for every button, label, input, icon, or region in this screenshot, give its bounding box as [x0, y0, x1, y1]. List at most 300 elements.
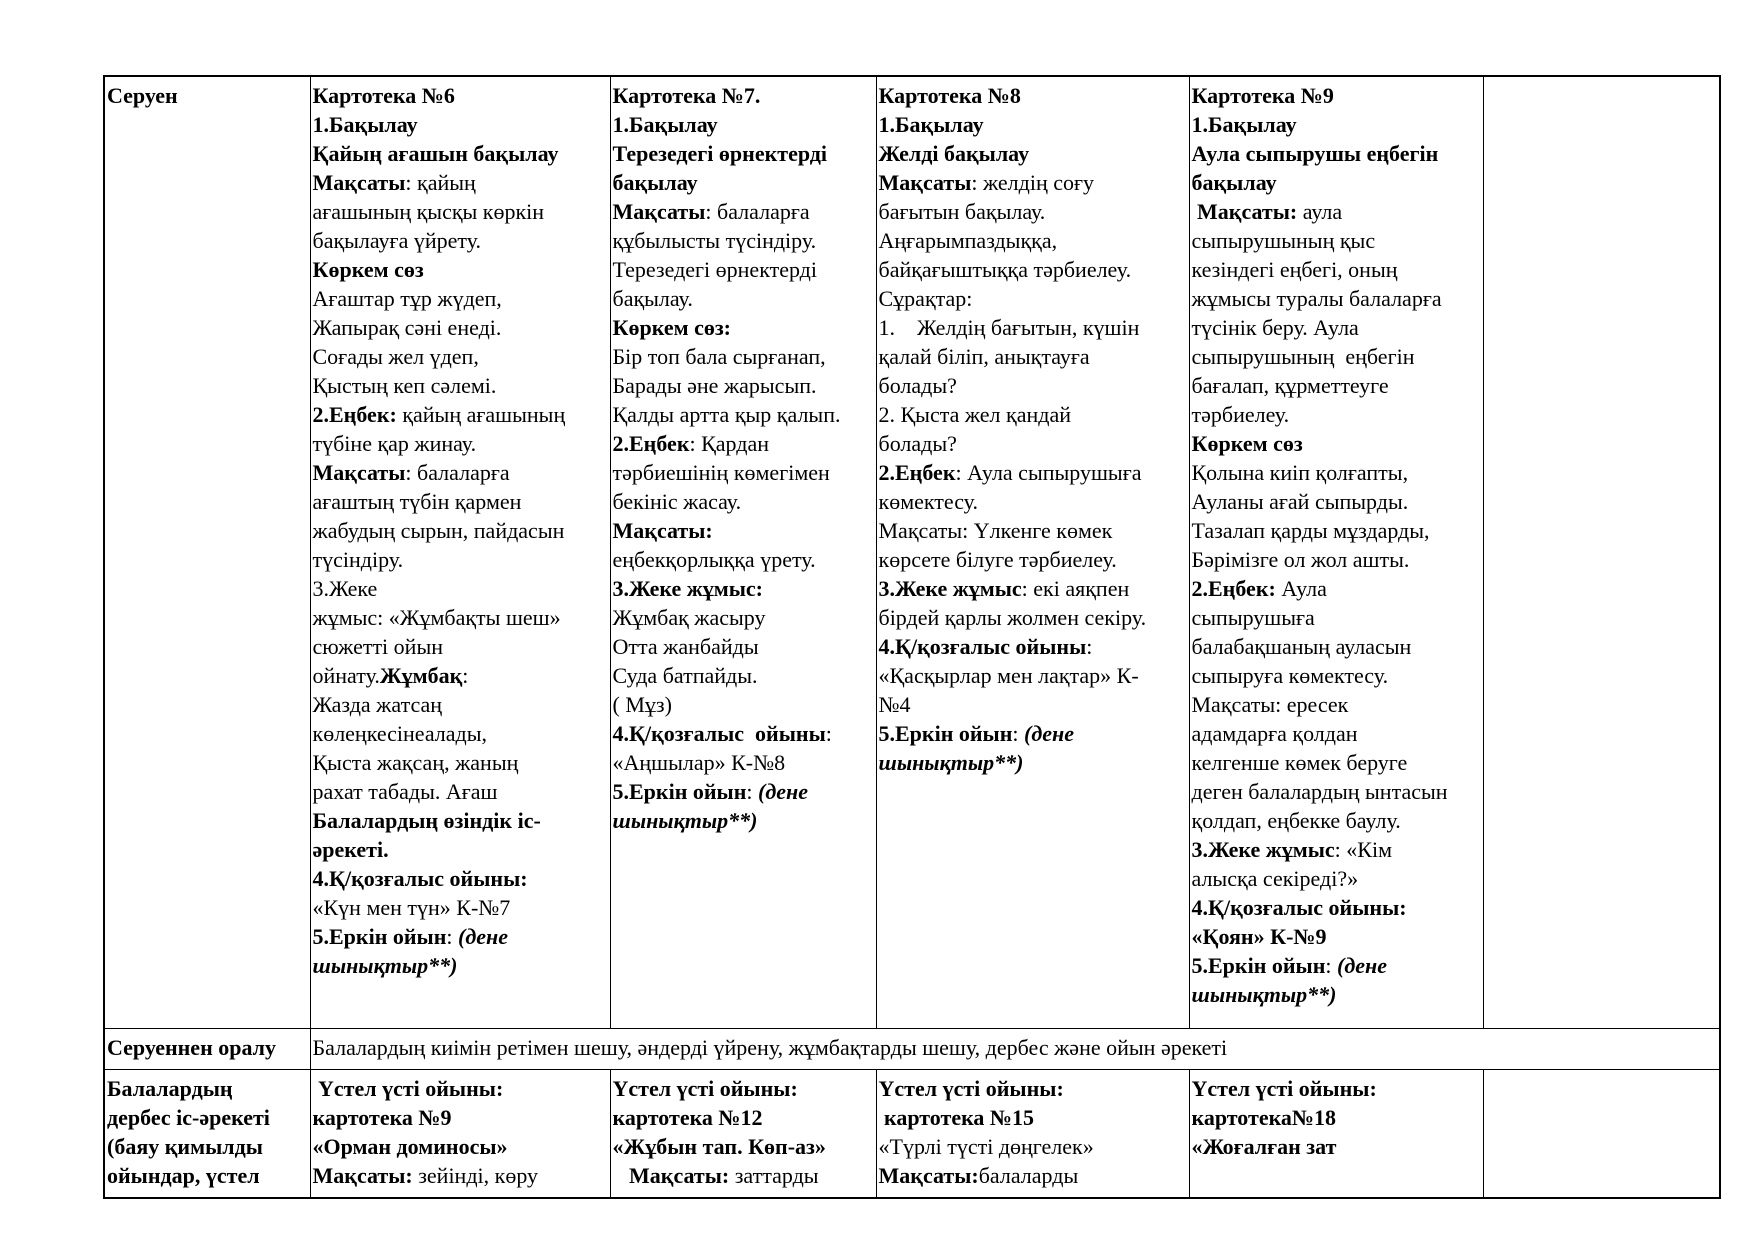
text-run: 2.Еңбек	[612, 431, 690, 456]
text-run: «Орман доминосы»	[312, 1133, 508, 1159]
text-run: 3.Жеке жұмыс:	[612, 576, 763, 601]
text-run: сыпыруға көмектесу.	[1191, 663, 1389, 688]
text-run: Көркем сөз	[312, 257, 424, 282]
label-line: ойындар, үстел	[107, 1162, 260, 1188]
text-run: Аула сыпырушы еңбегін	[1191, 141, 1439, 166]
text-run: Терезедегі өрнектерді	[612, 141, 828, 166]
text-line	[313, 400, 608, 429]
text-line	[313, 632, 608, 661]
text-line	[313, 1103, 608, 1132]
text-line	[313, 110, 608, 139]
text-run: келгенше көмек беруге	[1191, 750, 1408, 775]
text-line	[879, 197, 1187, 226]
text-line	[613, 255, 874, 284]
text-run: заттарды	[729, 1162, 819, 1188]
text-run: (дене	[1337, 953, 1388, 978]
text-run: болады?	[878, 373, 957, 398]
independent-card-1	[310, 1069, 610, 1199]
text-run: көрсете білуге тәрбиелеу.	[878, 547, 1117, 572]
text-line	[879, 1161, 1187, 1190]
text-line	[313, 255, 608, 284]
text-line	[1192, 1074, 1481, 1103]
text-run: түбіне қар жинау.	[312, 431, 477, 456]
text-run: (дене	[458, 924, 509, 949]
text-line	[879, 1132, 1187, 1161]
text-line	[1192, 1132, 1481, 1161]
text-run: бақылауға үйрету.	[312, 228, 482, 253]
independent-row	[105, 1069, 1721, 1199]
text-run: «Жұбын тап. Көп-аз»	[612, 1133, 826, 1159]
text-line	[613, 284, 874, 313]
text-line	[613, 806, 874, 835]
text-line	[1192, 168, 1481, 197]
text-run: : Қардан	[689, 431, 769, 456]
text-run: бақылау	[1191, 170, 1277, 195]
walk-label: Серуен	[105, 77, 310, 1028]
text-run: көмектесу.	[878, 489, 978, 514]
text-run: тәрбиелеу.	[1191, 402, 1290, 427]
text-run: «Аңшылар» К-№8	[612, 750, 786, 775]
text-line	[879, 661, 1187, 690]
text-line	[313, 777, 608, 806]
text-run: Мақсаты	[312, 460, 406, 485]
text-line	[879, 719, 1187, 748]
text-line	[1192, 1103, 1481, 1132]
text-line	[613, 719, 874, 748]
text-run: бағытын бақылау.	[878, 199, 1046, 224]
text-run: ойнату.	[312, 663, 380, 688]
label-line: дербес іс-әрекеті	[107, 1104, 270, 1130]
text-run: картотека №15	[878, 1104, 1035, 1130]
text-line	[1192, 632, 1481, 661]
text-run: «Қоян» К-№9	[1191, 924, 1327, 949]
text-line	[1192, 893, 1481, 922]
text-line	[879, 139, 1187, 168]
text-run: ағаштың түбін қармен	[312, 489, 522, 514]
text-line	[613, 371, 874, 400]
text-line	[313, 429, 608, 458]
text-run: Картотека №6	[312, 83, 455, 108]
independent-empty-cell	[1483, 1069, 1721, 1199]
text-line	[613, 777, 874, 806]
text-run: : балаларға	[705, 199, 810, 224]
walk-empty-cell	[1483, 77, 1721, 1028]
independent-card-2	[610, 1069, 876, 1199]
walk-card-3	[876, 77, 1189, 1028]
text-line	[879, 110, 1187, 139]
walk-card-1	[310, 77, 610, 1028]
text-run: шынықтыр**)	[878, 750, 1024, 775]
text-run: :	[1325, 953, 1338, 978]
text-run: жұмысы туралы балаларға	[1191, 286, 1442, 311]
text-run: 5.Еркін ойын	[1191, 953, 1326, 978]
text-line	[613, 1103, 874, 1132]
text-run: (дене	[1024, 721, 1075, 746]
text-run: түсінік беру. Аула	[1191, 315, 1359, 340]
text-run: Көркем сөз	[1191, 431, 1303, 456]
text-line	[1192, 690, 1481, 719]
text-line	[313, 139, 608, 168]
text-run: «Түрлі түсті дөңгелек»	[878, 1133, 1094, 1159]
text-line	[879, 313, 1187, 342]
text-line	[613, 632, 874, 661]
text-run: қалай біліп, анықтауға	[878, 344, 1090, 369]
text-line	[313, 371, 608, 400]
text-run: зейінді, көру	[412, 1162, 539, 1188]
text-line	[313, 487, 608, 516]
text-run: картотека №12	[612, 1104, 763, 1130]
text-line	[1192, 951, 1481, 980]
text-run: : қайың	[405, 170, 476, 195]
text-run: Жұмбақ жасыру	[612, 605, 766, 630]
text-line	[879, 603, 1187, 632]
text-line	[1192, 719, 1481, 748]
text-line	[879, 168, 1187, 197]
text-line	[879, 429, 1187, 458]
text-line	[313, 458, 608, 487]
text-run: 4.Қ/қозғалыс ойыны	[878, 634, 1087, 659]
text-run: «Күн мен түн» К-№7	[312, 895, 511, 920]
text-line	[613, 748, 874, 777]
text-line	[313, 748, 608, 777]
text-run: Жұмбақ	[379, 663, 463, 688]
text-run: сыпырушының еңбегін	[1191, 344, 1415, 369]
text-line	[1192, 284, 1481, 313]
text-line	[313, 574, 608, 603]
text-line	[1192, 400, 1481, 429]
text-run: Аңғарымпаздыққа,	[878, 228, 1058, 253]
text-line	[613, 458, 874, 487]
text-line	[1192, 313, 1481, 342]
text-line	[613, 690, 874, 719]
text-line	[879, 81, 1187, 110]
text-run: жұмыс: «Жұмбақты шеш»	[312, 605, 561, 630]
text-run: : екі аяқпен	[1021, 576, 1130, 601]
text-line	[1192, 371, 1481, 400]
text-line	[879, 255, 1187, 284]
text-run: байқағыштыққа тәрбиелеу.	[878, 257, 1132, 282]
text-run: :	[1086, 634, 1093, 659]
text-run: алысқа секіреді?»	[1191, 866, 1359, 891]
text-run: балаларды	[978, 1162, 1079, 1188]
text-line	[1192, 342, 1481, 371]
text-run: 5.Еркін ойын	[878, 721, 1013, 746]
text-line	[313, 893, 608, 922]
return-label: Серуеннен оралу	[105, 1028, 310, 1069]
text-line	[1192, 574, 1481, 603]
text-run: картотека №9	[312, 1104, 452, 1130]
text-line	[613, 1161, 874, 1190]
text-line	[1192, 255, 1481, 284]
text-run: Қайың ағашын бақылау	[312, 141, 559, 166]
text-run: Үстел үсті ойыны:	[1191, 1075, 1377, 1101]
text-line	[1192, 81, 1481, 110]
text-run: 3.Жеке жұмыс	[1191, 837, 1335, 862]
text-line	[313, 806, 608, 835]
text-run: шынықтыр**)	[312, 953, 458, 978]
text-run: Соғады жел үдеп,	[312, 344, 479, 369]
text-line	[613, 81, 874, 110]
text-line	[613, 139, 874, 168]
text-run: 4.Қ/қозғалыс ойыны:	[1191, 895, 1407, 920]
text-run: Ауланы ағай сыпырды.	[1191, 489, 1409, 514]
label-line: Балалардың	[107, 1075, 233, 1101]
text-run: еңбекқорлыққа үрету.	[612, 547, 816, 572]
text-line	[879, 690, 1187, 719]
text-line	[1192, 864, 1481, 893]
text-line	[1192, 516, 1481, 545]
text-run: Мақсаты:	[878, 1162, 979, 1188]
text-run: Картотека №8	[878, 83, 1021, 108]
text-run: :	[1012, 721, 1025, 746]
text-line	[1192, 661, 1481, 690]
text-run: Ағаштар тұр жүдеп,	[312, 286, 502, 311]
text-run: 1.Бақылау	[878, 112, 984, 137]
text-line	[879, 545, 1187, 574]
independent-card-3	[876, 1069, 1189, 1199]
text-line	[613, 429, 874, 458]
text-run: 2.Еңбек:	[1191, 576, 1276, 601]
text-run: картотека№18	[1191, 1104, 1337, 1130]
text-line	[879, 342, 1187, 371]
text-line	[313, 342, 608, 371]
text-line	[313, 313, 608, 342]
text-run: Мақсаты: ересек	[1191, 692, 1349, 717]
text-run: рахат табады. Ағаш	[312, 779, 498, 804]
text-line	[879, 226, 1187, 255]
text-run: Қалды артта қыр қалып.	[612, 402, 841, 427]
text-run: деген балалардың ынтасын	[1191, 779, 1448, 804]
text-run: : Аула сыпырушыға	[955, 460, 1142, 485]
text-line	[613, 545, 874, 574]
text-run: бірдей қарлы жолмен секіру.	[878, 605, 1147, 630]
text-run: 3.Жеке	[312, 576, 378, 601]
text-run: Мақсаты:	[312, 1162, 413, 1188]
text-line	[613, 226, 874, 255]
text-line	[1192, 603, 1481, 632]
text-line	[1192, 487, 1481, 516]
text-line	[879, 516, 1187, 545]
text-line	[879, 574, 1187, 603]
text-run: 2.Еңбек	[878, 460, 956, 485]
text-line	[313, 545, 608, 574]
text-run: тәрбиешінің көмегімен	[612, 460, 830, 485]
text-line	[613, 313, 874, 342]
text-run: 2.Еңбек:	[312, 402, 397, 427]
text-line	[1192, 458, 1481, 487]
text-run: Мақсаты	[312, 170, 406, 195]
walk-card-2	[610, 77, 876, 1028]
text-run: Барады әне жарысып.	[612, 373, 817, 398]
text-line	[1192, 777, 1481, 806]
text-run: Мақсаты: Үлкенге көмек	[878, 518, 1113, 543]
text-run: Картотека №9	[1191, 83, 1334, 108]
text-run: 1.Бақылау	[1191, 112, 1297, 137]
text-line	[313, 197, 608, 226]
walk-row	[105, 77, 1721, 1028]
text-line	[1192, 545, 1481, 574]
text-run: 3.Жеке жұмыс	[878, 576, 1022, 601]
text-run: 5.Еркін ойын	[312, 924, 447, 949]
text-line	[879, 1103, 1187, 1132]
text-run: Мақсаты:	[612, 518, 713, 543]
text-line	[313, 864, 608, 893]
text-line	[313, 1161, 608, 1190]
text-line	[613, 1074, 874, 1103]
text-run: Бір топ бала сырғанап,	[612, 344, 826, 369]
text-run: ( Мұз)	[612, 692, 672, 717]
text-run: Үстел үсті ойыны:	[312, 1075, 504, 1101]
text-line	[879, 371, 1187, 400]
text-line	[313, 226, 608, 255]
text-run: қайың ағашының	[396, 402, 566, 427]
text-run: кезіндегі еңбегі, оның	[1191, 257, 1398, 282]
text-run: : «Кім	[1334, 837, 1392, 862]
text-line	[313, 284, 608, 313]
independent-card-4	[1189, 1069, 1483, 1199]
text-run: 1. Желдің бағытын, күшін	[878, 315, 1140, 340]
text-run: :	[825, 721, 832, 746]
text-run: Жапырақ сәні енеді.	[312, 315, 502, 340]
plan-table	[105, 77, 1721, 1199]
text-line	[879, 458, 1187, 487]
text-run: бағалап, құрметтеуге	[1191, 373, 1389, 398]
text-line	[313, 1132, 608, 1161]
text-run: әрекеті.	[312, 837, 389, 862]
text-run: сыпырушының қыс	[1191, 228, 1376, 253]
text-run: Үстел үсті ойыны:	[878, 1075, 1064, 1101]
return-text: Балалардың киімін ретімен шешу, әндерді үйрену, жұмбақтарды шешу, дербес және ойын әрекеті	[310, 1028, 1721, 1069]
text-line	[313, 835, 608, 864]
text-run: Сұрақтар:	[878, 286, 973, 311]
text-run: Аула	[1275, 576, 1327, 601]
text-run: болады?	[878, 431, 957, 456]
text-line	[879, 487, 1187, 516]
text-run: жабудың сырын, пайдасын	[312, 518, 565, 543]
text-line	[313, 690, 608, 719]
text-line	[1192, 922, 1481, 951]
text-run: Картотека №7.	[612, 83, 761, 108]
text-run: Жазда жатсаң	[312, 692, 443, 717]
text-line	[313, 1074, 608, 1103]
independent-label	[105, 1069, 310, 1199]
text-run: Мақсаты:	[1191, 199, 1298, 224]
text-run: Мақсаты	[612, 199, 706, 224]
text-line	[613, 400, 874, 429]
text-run: аула	[1297, 199, 1343, 224]
text-line	[1192, 806, 1481, 835]
text-line	[313, 661, 608, 690]
text-line	[879, 284, 1187, 313]
text-line	[1192, 429, 1481, 458]
text-line	[313, 603, 608, 632]
text-run: Терезедегі өрнектерді	[612, 257, 817, 282]
text-run: Суда батпайды.	[612, 663, 758, 688]
text-line	[613, 603, 874, 632]
return-row	[105, 1028, 1721, 1069]
text-run: қолдап, еңбекке баулу.	[1191, 808, 1401, 833]
text-run: Қыстың кеп сәлемі.	[312, 373, 497, 398]
text-run: «Қасқырлар мен лақтар» К-	[878, 663, 1139, 688]
text-line	[313, 951, 608, 980]
text-run: адамдарға қолдан	[1191, 721, 1358, 746]
text-line	[879, 748, 1187, 777]
text-line	[613, 574, 874, 603]
text-run: :	[446, 924, 459, 949]
text-line	[313, 719, 608, 748]
text-line	[613, 487, 874, 516]
text-run: : желдің соғу	[971, 170, 1095, 195]
text-run: бақылау	[612, 170, 698, 195]
text-run: 1.Бақылау	[312, 112, 418, 137]
text-run: шынықтыр**)	[612, 808, 758, 833]
text-line	[613, 516, 874, 545]
text-run: ағашының қысқы көркін	[312, 199, 545, 224]
text-run: : балаларға	[405, 460, 510, 485]
text-run: :	[746, 779, 759, 804]
text-run: Мақсаты:	[612, 1162, 730, 1188]
text-run: №4	[878, 692, 911, 717]
text-line	[613, 197, 874, 226]
text-line	[1192, 980, 1481, 1009]
text-run: Қолына киіп қолғапты,	[1191, 460, 1409, 485]
text-line	[313, 516, 608, 545]
label-line: (баяу қимылды	[107, 1133, 263, 1159]
text-line	[1192, 748, 1481, 777]
text-run: Көркем сөз:	[612, 315, 731, 340]
text-run: шынықтыр**)	[1191, 982, 1337, 1007]
text-run: бекініс жасау.	[612, 489, 742, 514]
text-run: Мақсаты	[878, 170, 972, 195]
text-line	[1192, 110, 1481, 139]
text-line	[613, 1132, 874, 1161]
text-run: Балалардың өзіндік іс-	[312, 808, 541, 833]
text-run: 4.Қ/қозғалыс ойыны:	[312, 866, 528, 891]
walk-card-4	[1189, 77, 1483, 1028]
text-line	[313, 922, 608, 951]
text-line	[879, 1074, 1187, 1103]
text-line	[313, 81, 608, 110]
text-run: Желді бақылау	[878, 141, 1030, 166]
text-run: бақылау.	[612, 286, 693, 311]
text-line	[1192, 835, 1481, 864]
text-line	[1192, 226, 1481, 255]
text-line	[879, 400, 1187, 429]
text-line	[613, 110, 874, 139]
text-line	[613, 342, 874, 371]
text-run: сюжетті ойын	[312, 634, 443, 659]
text-run: құбылысты түсіндіру.	[612, 228, 817, 253]
text-line	[879, 632, 1187, 661]
text-line	[613, 661, 874, 690]
text-run: 1.Бақылау	[612, 112, 718, 137]
text-run: Бәрімізге ол жол ашты.	[1191, 547, 1410, 572]
text-run: Отта жанбайды	[612, 634, 759, 659]
text-run: түсіндіру.	[312, 547, 404, 572]
text-run: 5.Еркін ойын	[612, 779, 747, 804]
text-run: 4.Қ/қозғалыс ойыны	[612, 721, 826, 746]
text-line	[1192, 139, 1481, 168]
text-run: сыпырушыға	[1191, 605, 1315, 630]
text-run: :	[462, 663, 469, 688]
text-run: (дене	[758, 779, 809, 804]
text-run: 2. Қыста жел қандай	[878, 402, 1071, 427]
text-run: Үстел үсті ойыны:	[612, 1075, 798, 1101]
text-run: «Жоғалған зат	[1191, 1133, 1337, 1159]
text-run: көлеңкесінеалады,	[312, 721, 488, 746]
text-line	[1192, 197, 1481, 226]
text-run: балабақшаның ауласын	[1191, 634, 1412, 659]
